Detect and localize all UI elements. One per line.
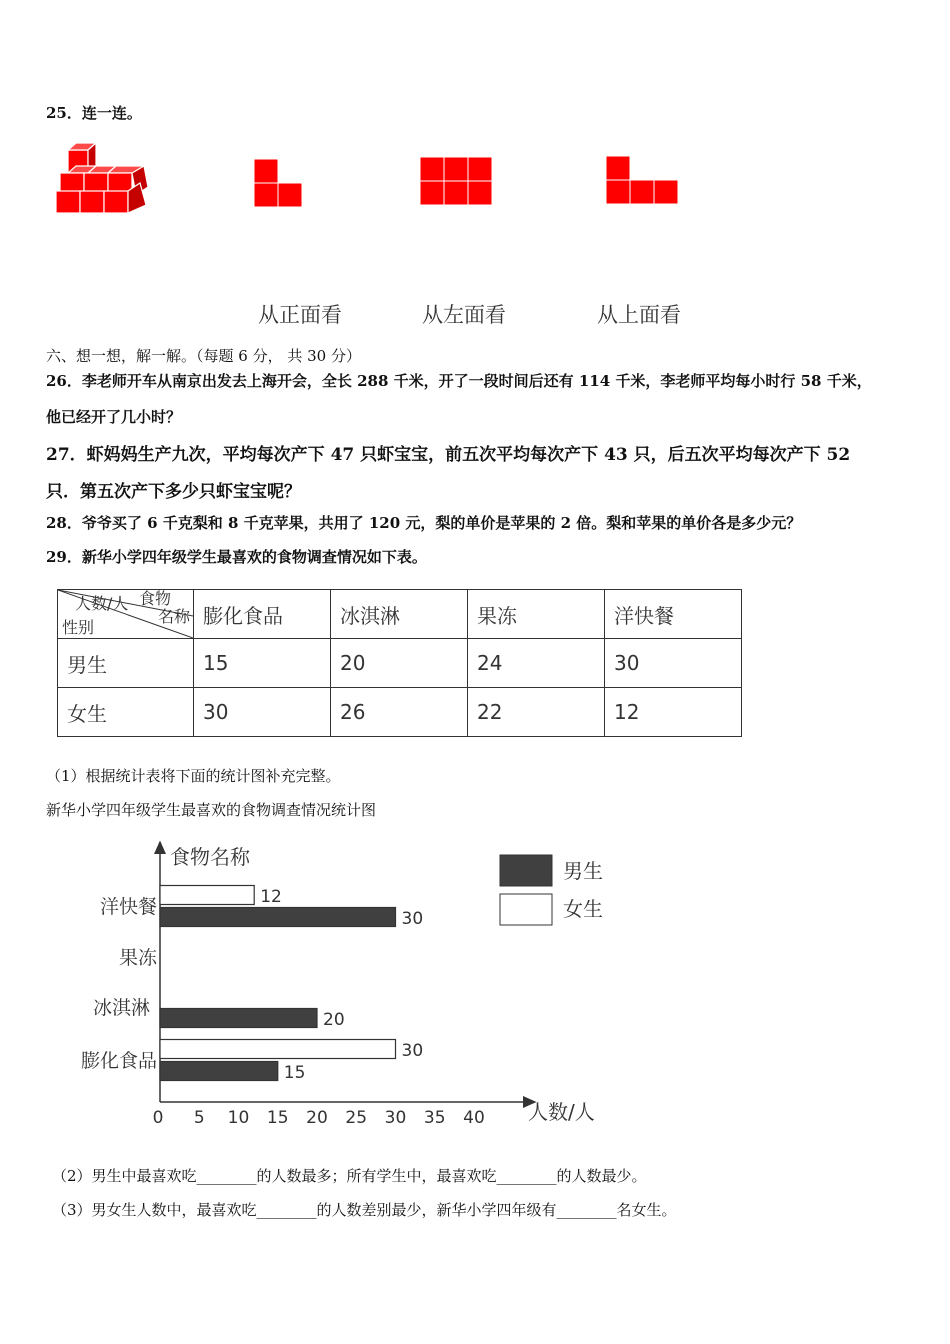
bar-value-label: 12 (260, 887, 282, 907)
table-row (58, 639, 742, 688)
bar-value-label: 30 (401, 1041, 424, 1061)
column-header: 果冻 (468, 590, 605, 639)
table-cell: 12 (605, 688, 742, 737)
x-tick-label: 30 (384, 1108, 407, 1128)
bar-male (160, 1062, 278, 1081)
table-cell: 20 (331, 639, 468, 688)
table-row (58, 688, 742, 737)
view-label-top: 从上面看 (597, 303, 681, 327)
view-label-left: 从左面看 (422, 303, 506, 327)
row-label: 男生 (58, 639, 194, 688)
q27-line1: 27．虾妈妈生产九次，平均每次产下 47 只虾宝宝，前五次平均每次产下 43 只，后五次平均每次产下 52 (46, 445, 851, 465)
table-cell: 30 (605, 639, 742, 688)
y-axis-label: 食物名称 (170, 845, 250, 869)
table-header-row (58, 590, 742, 639)
table-cell: 15 (194, 639, 331, 688)
x-tick-label: 35 (423, 1108, 446, 1128)
table-corner-cell (58, 590, 194, 639)
cube-figure-long-l (606, 156, 678, 204)
view-label-front: 从正面看 (258, 303, 342, 327)
q29-sub1: （1）根据统计表将下面的统计图补充完整。 (46, 767, 341, 785)
category-label: 洋快餐 (99, 896, 157, 918)
table-cell: 22 (468, 688, 605, 737)
category-label: 膨化食品 (80, 1050, 157, 1072)
bar-value-label: 30 (401, 909, 424, 929)
q29-sub3: （3）男女生人数中，最喜欢吃________的人数差别最少，新华小学四年级有________名女生。 (52, 1201, 677, 1219)
x-tick-label: 15 (266, 1108, 289, 1128)
category-label: 果冻 (118, 947, 157, 969)
chart-title: 新华小学四年级学生最喜欢的食物调查情况统计图 (46, 801, 377, 819)
survey-table (57, 589, 742, 737)
x-tick-label: 25 (345, 1108, 368, 1128)
table-cell: 30 (194, 688, 331, 737)
legend-label-female: 女生 (563, 897, 603, 921)
bar-value-label: 15 (283, 1063, 306, 1083)
x-tick-label: 40 (463, 1108, 485, 1128)
q28-text: 28．爷爷买了 6 千克梨和 8 千克苹果，共用了 120 元，梨的单价是苹果的 2 倍。梨和苹果的单价各是多少元？ (46, 514, 802, 532)
x-axis-label: 人数/人 (528, 1100, 595, 1124)
bar-male (160, 1009, 317, 1028)
q27-line2: 只．第五次产下多少只虾宝宝呢？ (46, 482, 301, 502)
q29-sub2: （2）男生中最喜欢吃________的人数最多；所有学生中，最喜欢吃________的人数最少。 (52, 1167, 647, 1185)
section6-title: 六、想一想，解一解。（每题 6 分， 共 30 分） (46, 347, 361, 365)
corner-top-left: 人数/人 (75, 594, 129, 613)
q25-cube-figures (40, 135, 740, 235)
category-label: 冰淇淋 (92, 997, 150, 1019)
food-bar-chart (0, 830, 950, 1130)
x-tick-label: 0 (152, 1108, 164, 1128)
table-cell: 26 (331, 688, 468, 737)
column-header: 膨化食品 (194, 590, 331, 639)
cube-figure-l-shape (254, 159, 302, 207)
cube-figure-3d (56, 143, 148, 213)
x-tick-label: 5 (193, 1108, 205, 1128)
bar-female (160, 1040, 396, 1059)
column-header: 洋快餐 (605, 590, 742, 639)
table-cell: 24 (468, 639, 605, 688)
corner-mid-right: 名称 (158, 607, 191, 626)
column-header: 冰淇淋 (331, 590, 468, 639)
legend-swatch-male (500, 855, 552, 886)
legend-swatch-female (500, 894, 552, 925)
bar-value-label: 20 (323, 1010, 345, 1030)
bar-female (160, 886, 254, 905)
x-tick-label: 10 (227, 1108, 250, 1128)
cube-figure-grid (420, 157, 492, 205)
bar-male (160, 908, 396, 927)
row-label: 女生 (58, 688, 194, 737)
q26-line2: 他已经开了几小时？ (46, 408, 182, 426)
corner-top-right: 食物 (139, 589, 172, 608)
q29-title: 29．新华小学四年级学生最喜欢的食物调查情况如下表。 (46, 548, 427, 566)
corner-bottom-left: 性别 (62, 618, 95, 637)
x-tick-label: 20 (306, 1108, 328, 1128)
legend-label-male: 男生 (563, 859, 603, 883)
q26-line1: 26．李老师开车从南京出发去上海开会，全长 288 千米，开了一段时间后还有 114 千米，李老师平均每小时行 58 千米， (46, 372, 872, 390)
q25-title: 25．连一连。 (46, 104, 142, 122)
